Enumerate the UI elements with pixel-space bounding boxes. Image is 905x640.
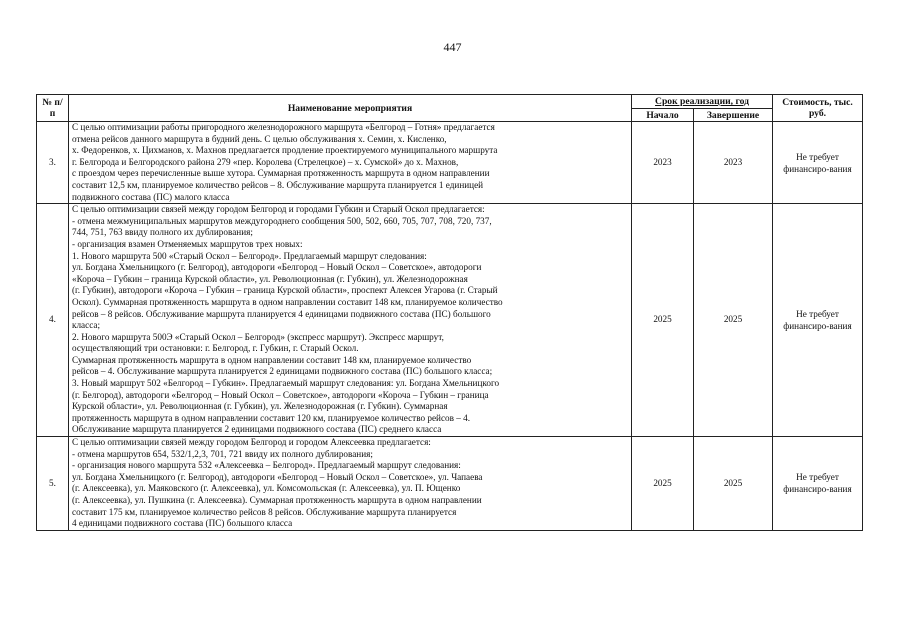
- description-line: - организация взамен Отменяемых маршрутов трех новых:: [72, 238, 303, 249]
- row-cost: Не требует финансиро-вания: [773, 437, 863, 531]
- table-row: [37, 204, 863, 437]
- header-cost: Стоимость, тыс. руб.: [773, 95, 863, 122]
- description-line: ул. Богдана Хмельницкого (г. Белгород), автодороги «Белгород – Новый Оскол – Советское», автодороги: [72, 262, 482, 273]
- description-line: - отмена межмуниципальных маршрутов междугороднего сообщения 500, 502, 660, 705, 707, 708, 720, 737,: [72, 215, 492, 226]
- description-line: с проездом через перечисленные выше хутора. Суммарная протяженность маршрута в одном направлении: [72, 168, 490, 179]
- row-cost: Не требует финансиро-вания: [773, 122, 863, 204]
- description-line: «Короча – Губкин – граница Курской области», ул. Революционная (г. Губкин), ул. Железнодорожная: [72, 273, 468, 284]
- description-line: составит 12,5 км, планируемое количество рейсов – 8. Обслуживание маршрута планируется 1 единицей: [72, 179, 484, 190]
- description-line: класса;: [72, 320, 101, 331]
- description-line: рейсов – 4. Обслуживание маршрута планируется 2 единицами подвижного состава (ПС) большого класса;: [72, 366, 493, 377]
- description-line: 744, 751, 763 ввиду полного их дублирования;: [72, 227, 253, 238]
- description-line: отмена рейсов данного маршрута в будний день. С целью обслуживания х. Семин, х. Кисленко,: [72, 133, 447, 144]
- description-line: протяженность маршрута в одном направлении составит 120 км, планируемое количество рейсов – 4.: [72, 412, 471, 423]
- header-start: Начало: [632, 109, 694, 122]
- row-end-year: 2023: [694, 122, 773, 204]
- description-line: ул. Богдана Хмельницкого (г. Белгород), автодороги «Белгород – Новый Оскол – Советское», ул. Чапаева: [72, 471, 483, 482]
- row-number: 4.: [37, 204, 69, 437]
- row-description: [69, 437, 632, 531]
- row-start-year: 2025: [632, 204, 694, 437]
- page-number: 447: [443, 40, 462, 54]
- measures-table: [36, 94, 863, 531]
- row-end-year: 2025: [694, 437, 773, 531]
- description-line: х. Федоренков, х. Цихманов, х. Махнов предлагается продление проектируемого муниципального маршрута: [72, 145, 498, 156]
- description-line: С целью оптимизации связей между городом Белгород и городами Губкин и Старый Оскол предлагается:: [72, 204, 485, 215]
- header-num: № п/п: [37, 95, 69, 122]
- description-line: С целью оптимизации связей между городом Белгород и городом Алексеевка предлагается:: [72, 437, 431, 448]
- description-line: Курской области», ул. Революционная (г. Губкин), ул. Железнодорожная (г. Губкин). Суммарная: [72, 401, 448, 412]
- description-line: 4 единицами подвижного состава (ПС) большого класса: [72, 518, 293, 529]
- description-line: осуществляющий три остановки: г. Белгород, г. Губкин, г. Старый Оскол.: [72, 343, 359, 354]
- description-line: (г. Губкин), автодороги «Короча – Губкин – граница Курской области», проспект Алексея Угарова (г. Старый: [72, 285, 498, 296]
- description-line: (г. Белгород), автодороги «Белгород – Новый Оскол – Советское», автодороги «Короча – Губкин – граница: [72, 389, 489, 400]
- row-cost: Не требует финансиро-вания: [773, 204, 863, 437]
- row-start-year: 2025: [632, 437, 694, 531]
- description-line: 2. Нового маршрута 500Э «Старый Оскол – Белгород» (экспресс маршрут). Экспресс маршрут,: [72, 331, 444, 342]
- description-line: - организация нового маршрута 532 «Алексеевка – Белгород». Предлагаемый маршрут следования:: [72, 460, 461, 471]
- description-line: (г. Алексеевка), ул. Пушкина (г. Алексеевка). Суммарная протяженность маршрута в одном направлении: [72, 495, 482, 505]
- row-end-year: 2025: [694, 204, 773, 437]
- description-line: подвижного состава (ПС) малого класса: [72, 191, 230, 202]
- description-line: 3. Новый маршрут 502 «Белгород – Губкин». Предлагаемый маршрут следования: ул. Богдана Хмельницкого: [72, 378, 500, 389]
- description-line: Суммарная протяженность маршрута в одном направлении составит 148 км, планируемое количество: [72, 354, 472, 365]
- description-line: составит 175 км, планируемое количество рейсов 8 рейсов. Обслуживание маршрута планируется: [72, 506, 457, 517]
- description-line: рейсов – 8 рейсов. Обслуживание маршрута планируется 4 единицами подвижного состава (ПС) большого: [72, 308, 491, 319]
- description-line: Оскол). Суммарная протяженность маршрута в одном направлении составит 148 км, планируемое количество: [72, 296, 503, 307]
- description-line: (г. Алексеевка), ул. Маяковского (г. Алексеевка), ул. Комсомольская (г. Алексеевка), ул. П. Ющенко: [72, 483, 461, 494]
- description-line: Обслуживание маршрута планируется 2 единицами подвижного состава (ПС) среднего класса: [72, 424, 442, 435]
- table-row: [37, 122, 863, 204]
- row-number: 5.: [37, 437, 69, 531]
- header-period: Срок реализации, год: [632, 95, 773, 109]
- row-description: [69, 204, 632, 437]
- description-line: г. Белгорода и Белгородского района 279 «пер. Королева (Стрелецкое) – х. Сумской» до х. Махнов,: [72, 156, 459, 167]
- table-row: [37, 437, 863, 531]
- table-body: [37, 122, 863, 531]
- row-description: [69, 122, 632, 204]
- row-start-year: 2023: [632, 122, 694, 204]
- description-line: С целью оптимизации работы пригородного железнодорожного маршрута «Белгород – Готня» предлагается: [72, 122, 495, 132]
- description-line: 1. Нового маршрута 500 «Старый Оскол – Белгород». Предлагаемый маршрут следования:: [72, 250, 427, 261]
- header-end: Завершение: [694, 109, 773, 122]
- description-line: - отмена маршрутов 654, 532/1,2,3, 701, 721 ввиду их полного дублирования;: [72, 448, 373, 459]
- header-name: Наименование мероприятия: [69, 95, 632, 122]
- row-number: 3.: [37, 122, 69, 204]
